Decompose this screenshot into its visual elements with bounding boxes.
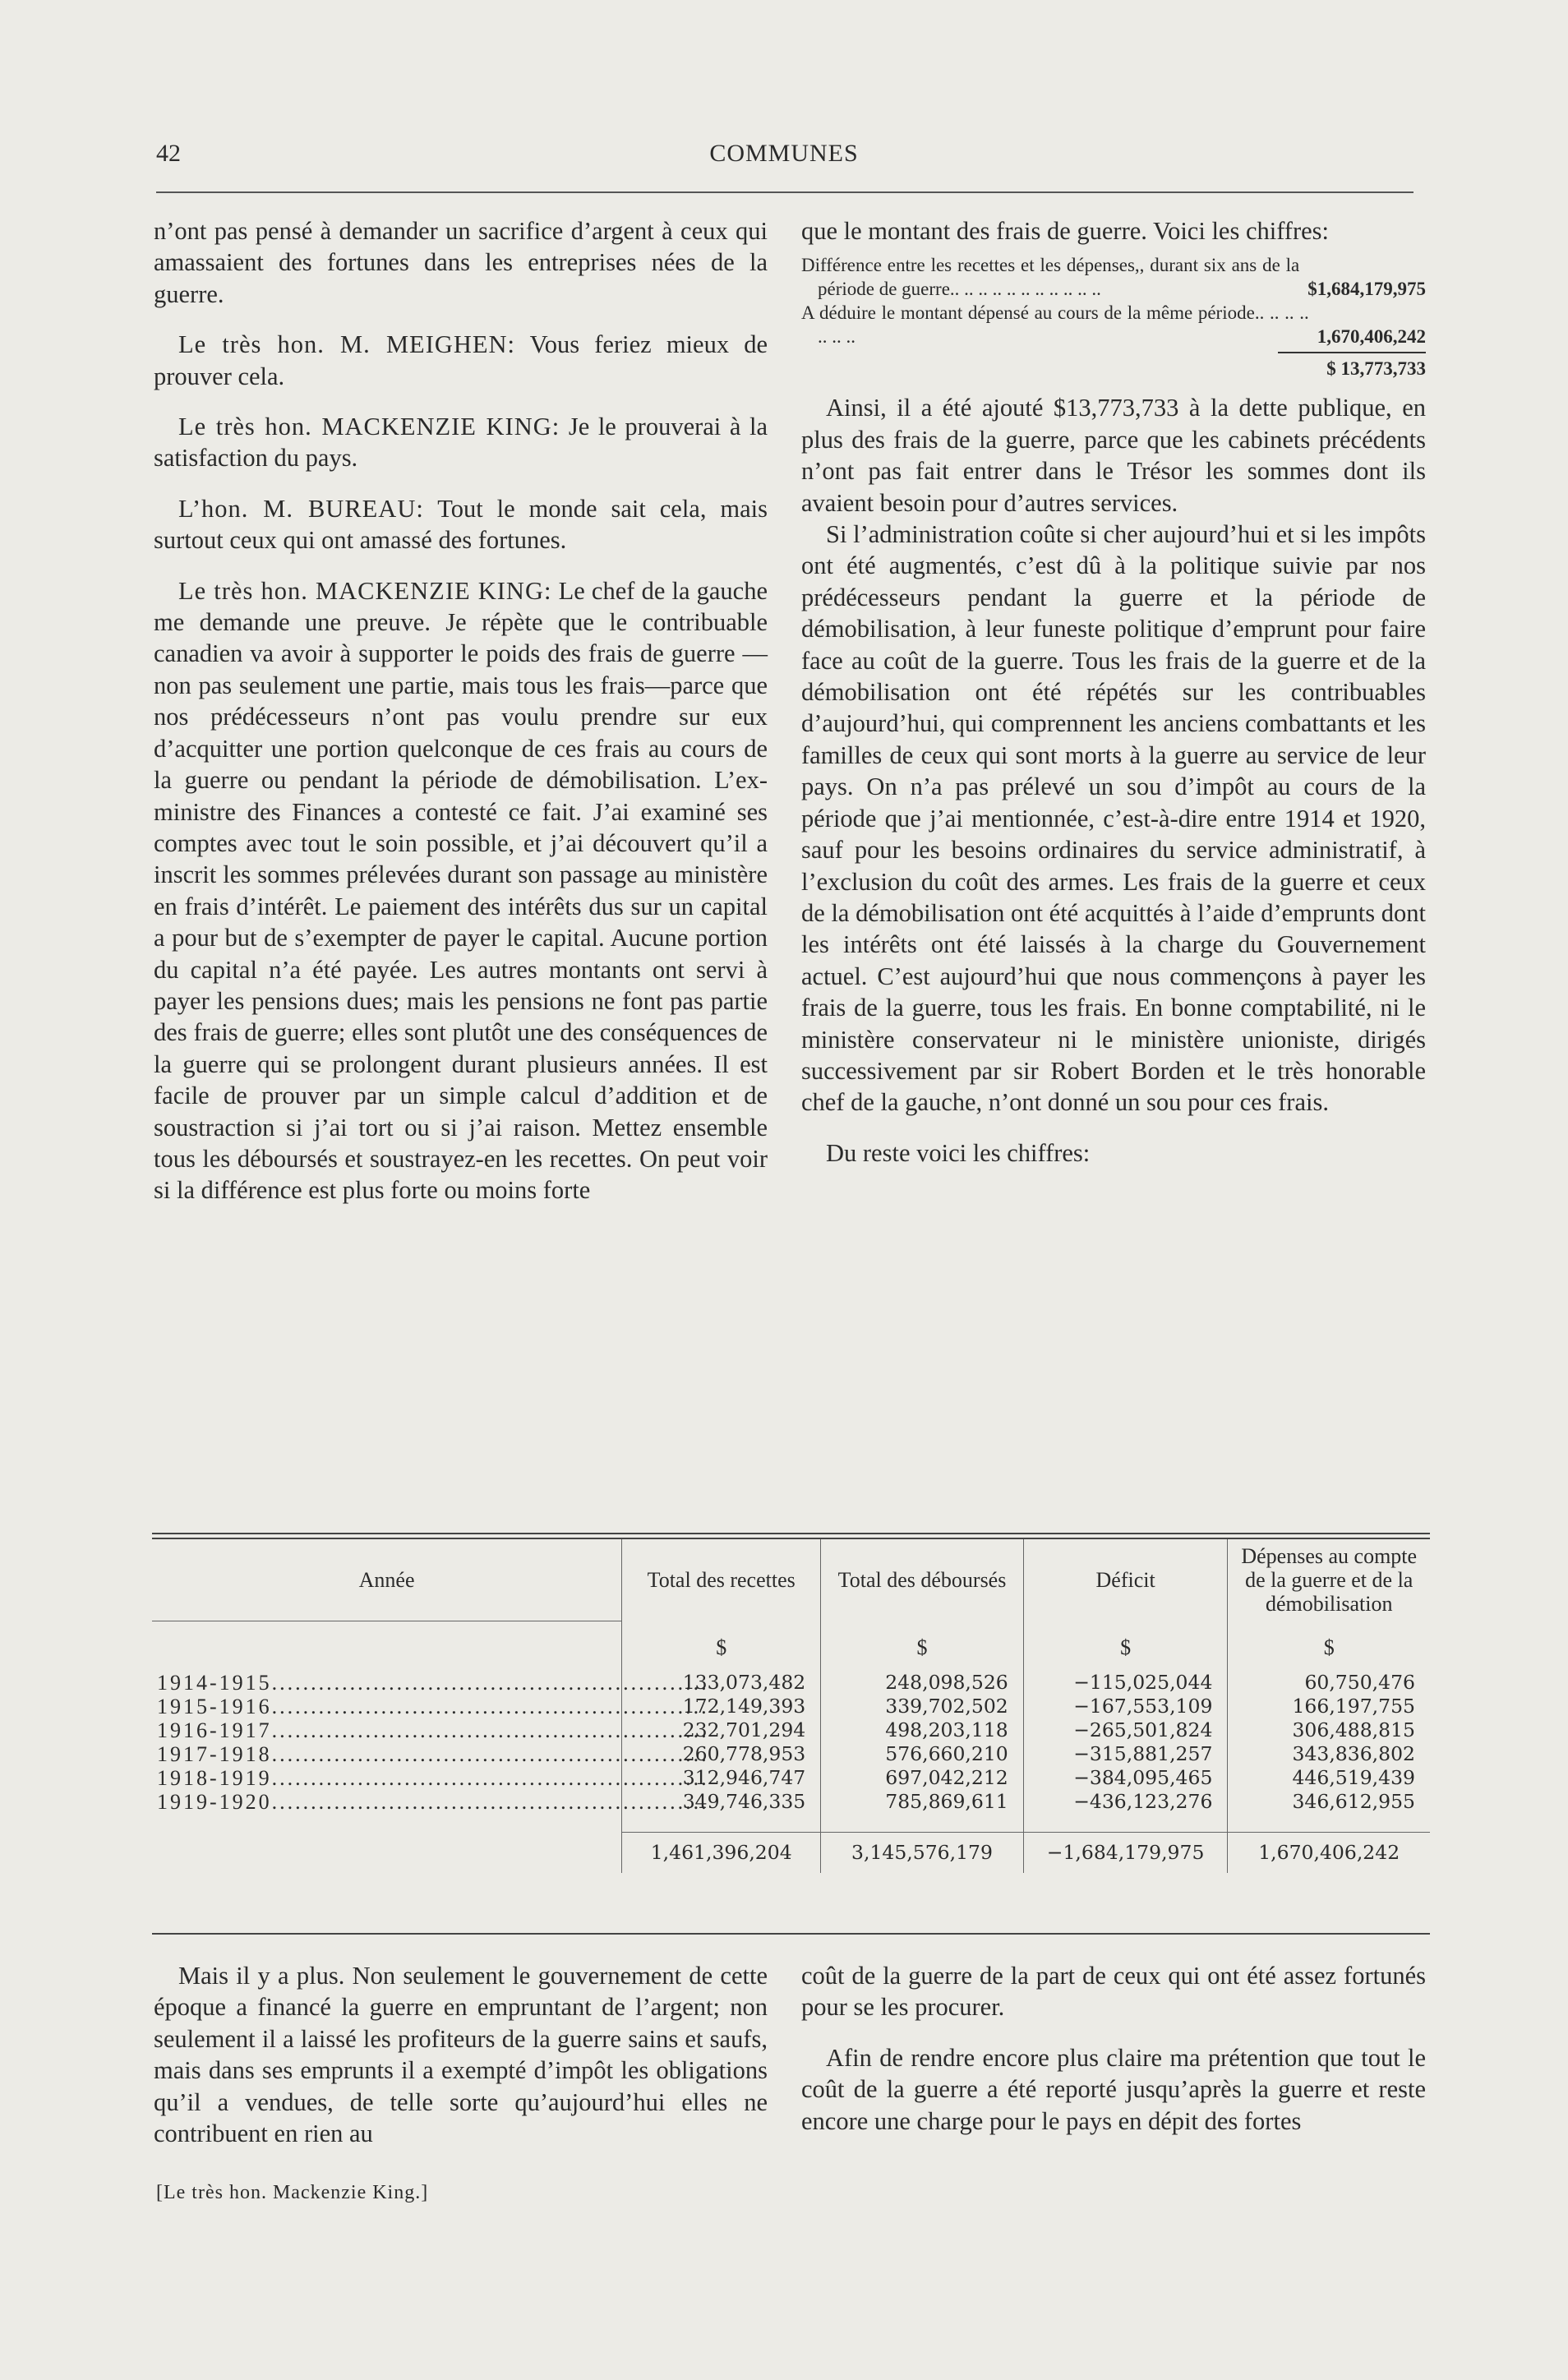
table-row: [152, 1695, 1430, 1718]
total-disbursements: 3,145,576,179: [821, 1833, 1024, 1874]
unit-blank: [152, 1621, 622, 1671]
war-expenses-cell: 166,197,755: [1228, 1695, 1430, 1718]
year-cell: [152, 1742, 709, 1766]
calc-amount: 1,670,406,242: [1317, 326, 1426, 348]
war-expenses-cell: 346,612,955: [1228, 1790, 1430, 1833]
speaker-name: Le très hon. M. MEIGHEN:: [178, 330, 516, 359]
year-leader: 1915-1916........................................................: [157, 1695, 709, 1718]
speech-text: Le chef de la gauche me demande une preuve. Je répète que le contribuable canadien va avoir à supporter le poids des frais de guerre —non pas seulement une partie, mais tous les frais—parce que nos prédécesseurs n’ont pas voulu prendre sur eux d’acquitter une portion quelconque de ces frais au cours de la guerre ou pendant la période de démobilisation. L’ex-ministre des Finances a contesté ce fait. J’ai examiné ses comptes avec tout le soin possible, et j’ai découvert qu’il a inscrit les sommes prélevées durant son passage au ministère en frais d’intérêt. Le paiement des intérêts dus sur un capital a pour but de s’exempter de payer le capital. Aucune portion du capital n’a été payée. Les autres montants ont servi à payer les pensions dues; mais les pensions ne font pas partie des frais de guerre; elles sont plutôt une des conséquences de la guerre qui se prolongent durant plusieurs années. Il est facile de prouver par un simple calcul d’addition et de soustraction si j’ai tort ou si j’ai raison. Mettez ensemble tous les déboursés et soustrayez-en les recettes. On peut voir si la différence est plus forte ou moins forte: [154, 576, 768, 1205]
year-leader: 1918-1919........................................................: [157, 1766, 709, 1790]
speech-text: Vous feriez mieux de prouver cela.: [154, 330, 768, 390]
year-cell: [152, 1671, 709, 1695]
year-cell: [152, 1790, 709, 1833]
paragraph: coût de la guerre de la part de ceux qui ont été assez fortunés pour se les procurer.: [801, 1962, 1426, 2022]
bottom-left-column: [154, 1960, 768, 2149]
paragraph: Afin de rendre encore plus claire ma prétention que tout le coût de la guerre a été reporté jusqu’après la guerre et reste encore une charge pour le pays en dépit des fortes: [801, 2043, 1426, 2135]
calc-total: $ 13,773,733: [1326, 358, 1426, 380]
speech: [154, 411, 768, 474]
paragraph: Mais il y a plus. Non seulement le gouvernement de cette époque a financé la guerre en empruntant de l’argent; non seulement il a laissé les profiteurs de la guerre sains et saufs, mais dans ses emprunts il a exempté d’impôt les obligations qu’il a vendues, de telle sorte qu’aujourd’hui elles ne contribuent en rien au: [154, 1962, 768, 2148]
header-year: Année: [152, 1539, 622, 1621]
calc-label: Différence entre les recettes et les dépenses,, durant six ans de la période de guerre.. .. .. .. .. .. .. .. .. .. ..: [801, 255, 1300, 300]
deficit-cell: −436,123,276: [1023, 1790, 1228, 1833]
table-row: [152, 1766, 1430, 1790]
bottom-right-column: [801, 1960, 1426, 2137]
unit-cell: $: [1023, 1621, 1228, 1671]
year-label: 1917-1918: [157, 1742, 272, 1766]
disbursements-cell: 248,098,526: [821, 1671, 1024, 1695]
total-war-expenses: 1,670,406,242: [1228, 1833, 1430, 1874]
left-column: [154, 215, 768, 1206]
calculation-block: [801, 253, 1426, 381]
speech: [154, 575, 768, 1206]
year-label: 1918-1919: [157, 1766, 272, 1790]
disbursements-cell: 339,702,502: [821, 1695, 1024, 1718]
header-disbursements: Total des déboursés: [821, 1539, 1024, 1621]
year-label: 1919-1920: [157, 1790, 272, 1815]
speaker-name: Le très hon. MACKENZIE KING:: [178, 576, 552, 605]
war-expenses-cell: 446,519,439: [1228, 1766, 1430, 1790]
unit-cell: $: [1228, 1621, 1430, 1671]
total-receipts: 1,461,396,204: [622, 1833, 821, 1874]
year-label: 1916-1917: [157, 1718, 272, 1742]
deficit-cell: −167,553,109: [1023, 1695, 1228, 1718]
year-cell: [152, 1695, 709, 1718]
table-top-rule: [152, 1533, 1430, 1539]
calc-rule: [1278, 352, 1426, 353]
totals-row: [152, 1833, 1430, 1874]
summary-table: [152, 1539, 1430, 1873]
table-header-row: [152, 1539, 1430, 1621]
war-expenses-cell: 343,836,802: [1228, 1742, 1430, 1766]
receipts-cell: 133,073,482: [622, 1671, 821, 1695]
summary-table-wrapper: [152, 1533, 1430, 1873]
year-leader: 1914-1915........................................................: [157, 1671, 709, 1695]
receipts-cell: 312,946,747: [622, 1766, 821, 1790]
total-deficit: −1,684,179,975: [1023, 1833, 1228, 1874]
paragraph: que le montant des frais de guerre. Voici les chiffres:: [801, 217, 1330, 245]
paragraph: Si l’administration coûte si cher aujourd’hui et si les impôts ont été augmentés, c’est dû à la politique suivie par nos prédécesseurs pendant la guerre et la période de démobilisation, à leur funeste politique d’emprunt pour faire face au coût de la guerre. Tous les frais de la guerre et de la démobilisation ont été répétés sur les contribuables d’aujourd’hui, qui comprennent les anciens combattants et les familles de ceux qui sont morts à la guerre au service de leur pays. On n’a pas prélevé un sou d’impôt au cours de la période que j’ai mentionnée, c’est-à-dire entre 1914 et 1920, sauf pour les besoins ordinaires du service administratif, à l’exclusion du coût des armes. Les frais de la guerre et ceux de la démobilisation ont été acquittés à l’aide d’emprunts dont les intérêts ont été laissés à la charge du Gouvernement actuel. C’est aujourd’hui que nous commençons à payer les frais de la guerre, tous les frais. En bonne comptabilité, ni le ministère conservateur ni le ministère unioniste, dirigés successivement par sir Robert Borden et le très honorable chef de la gauche, n’ont donné un sou pour ces frais.: [801, 520, 1426, 1117]
war-expenses-cell: 60,750,476: [1228, 1671, 1430, 1695]
year-cell: [152, 1766, 709, 1790]
speech-text: Je le prouverai à la satisfaction du pays.: [154, 413, 768, 473]
deficit-cell: −315,881,257: [1023, 1742, 1228, 1766]
table-bottom-rule: [152, 1933, 1430, 1935]
speech: [154, 329, 768, 392]
table-row: [152, 1718, 1430, 1742]
disbursements-cell: 785,869,611: [821, 1790, 1024, 1833]
year-cell: [152, 1718, 709, 1742]
unit-cell: $: [821, 1621, 1024, 1671]
deficit-cell: −265,501,824: [1023, 1718, 1228, 1742]
speaker-attribution: [Le très hon. Mackenzie King.]: [156, 2182, 429, 2203]
deficit-cell: −384,095,465: [1023, 1766, 1228, 1790]
speaker-name: L’hon. M. BUREAU:: [178, 494, 424, 523]
receipts-cell: 260,778,953: [622, 1742, 821, 1766]
page-number: 42: [156, 140, 181, 167]
disbursements-cell: 697,042,212: [821, 1766, 1024, 1790]
table-row: [152, 1671, 1430, 1695]
receipts-cell: 172,149,393: [622, 1695, 821, 1718]
receipts-cell: 349,746,335: [622, 1790, 821, 1833]
year-label: 1915-1916: [157, 1695, 272, 1718]
year-leader: 1919-1920........................................................: [157, 1790, 709, 1815]
calc-row: [801, 253, 1426, 301]
year-leader: 1917-1918........................................................: [157, 1742, 709, 1766]
calc-label: A déduire le montant dépensé au cours de la même période.. .. .. .. .. .. ..: [801, 302, 1309, 348]
running-head: COMMUNES: [709, 140, 859, 167]
paragraph: Ainsi, il a été ajouté $13,773,733 à la dette publique, en plus des frais de la guerre, parce que les cabinets précédents n’ont pas fait entrer dans le Trésor les sommes dont ils avaient besoin pour d’autres services.: [801, 394, 1426, 517]
header-deficit: Déficit: [1023, 1539, 1228, 1621]
speech-text: Tout le monde sait cela, mais surtout ceux qui ont amassé des fortunes.: [154, 494, 768, 555]
header-war-expenses: Dépenses au compte de la guerre et de la démobilisation: [1228, 1539, 1430, 1621]
receipts-cell: 232,701,294: [622, 1718, 821, 1742]
year-leader: 1916-1917........................................................: [157, 1718, 709, 1742]
unit-cell: $: [622, 1621, 821, 1671]
table-row: [152, 1742, 1430, 1766]
table-row: [152, 1790, 1430, 1833]
table-body: [152, 1621, 1430, 1873]
header-receipts: Total des recettes: [622, 1539, 821, 1621]
year-label: 1914-1915: [157, 1671, 272, 1695]
header-rule: [156, 191, 1414, 193]
speaker-name: Le très hon. MACKENZIE KING:: [178, 413, 560, 441]
calc-row: [801, 301, 1426, 348]
deficit-cell: −115,025,044: [1023, 1671, 1228, 1695]
disbursements-cell: 498,203,118: [821, 1718, 1024, 1742]
war-expenses-cell: 306,488,815: [1228, 1718, 1430, 1742]
unit-row: [152, 1621, 1430, 1671]
right-column: [801, 215, 1426, 1169]
totals-blank: [152, 1833, 622, 1874]
paragraph: Du reste voici les chiffres:: [826, 1138, 1091, 1167]
disbursements-cell: 576,660,210: [821, 1742, 1024, 1766]
speech: [154, 493, 768, 556]
calc-amount: $1,684,179,975: [1307, 279, 1426, 300]
paragraph: n’ont pas pensé à demander un sacrifice d’argent à ceux qui amassaient des fortunes dans les entreprises nées de la guerre.: [154, 217, 768, 308]
